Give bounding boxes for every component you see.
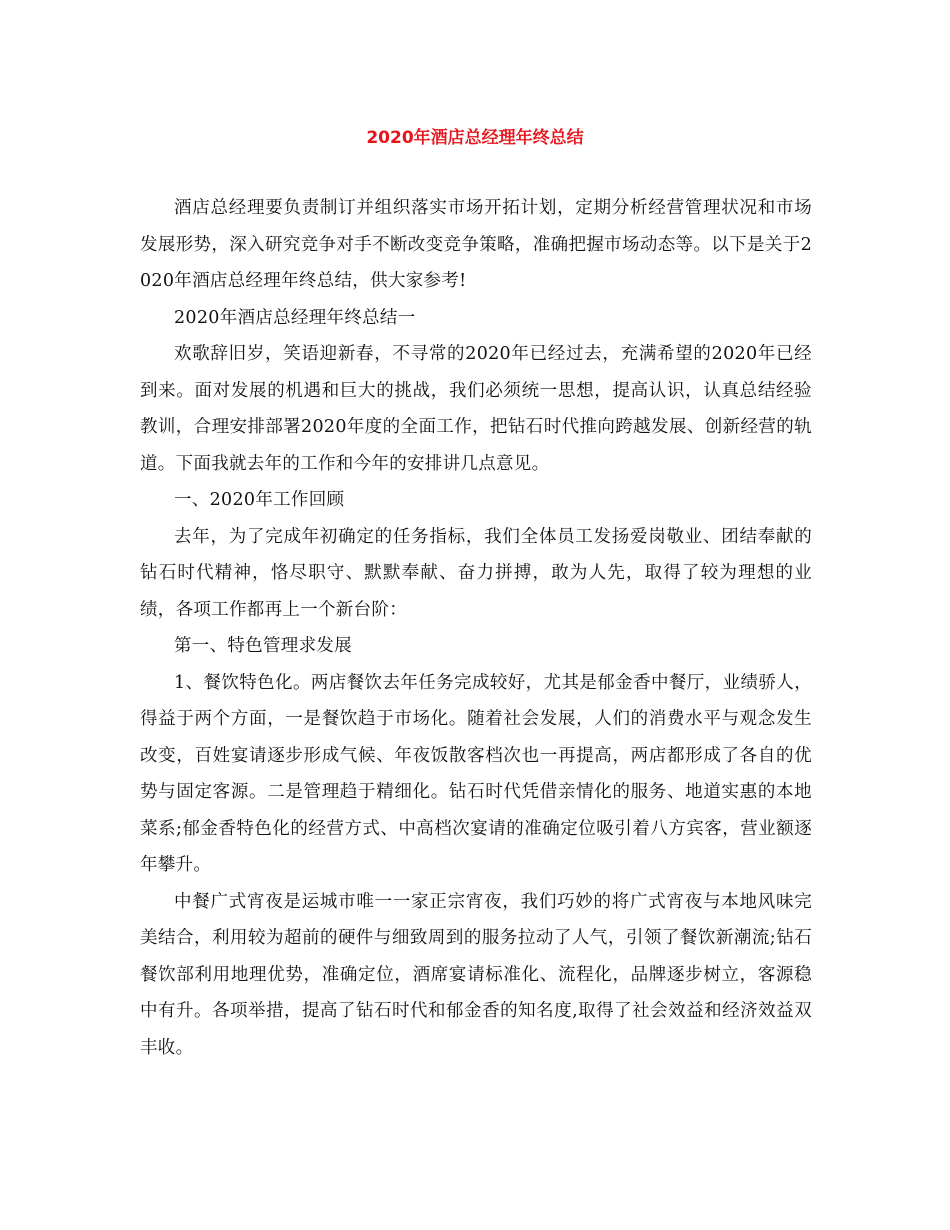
section-heading: 一、2020年工作回顾 — [174, 490, 345, 510]
section-heading: 2020年酒店总经理年终总结一 — [174, 307, 416, 328]
section-heading: 第一、特色管理求发展 — [174, 636, 352, 656]
body-paragraph: 1、餐饮特色化。两店餐饮去年任务完成较好，尤其是郁金香中餐厅，业绩骄人，得益于两个方面，一是餐饮趋于市场化。随着社会发展，人们的消费水平与观念发生改变，百姓宴请逐步形成气候、年夜饭散客档次也一再提高，两店都形成了各自的优势与固定客源。二是管理趋于精细化。钻石时代凭借亲情化的服务、地道实惠的本地菜系;郁金香特色化的经营方式、中高档次宴请的准确定位吸引着八方宾客，营业额逐年攀升。 — [140, 672, 812, 875]
body-paragraph: 欢歌辞旧岁，笑语迎新春，不寻常的2020年已经过去，充满希望的2020年已经到来。面对发展的机遇和巨大的挑战，我们必须统一思想，提高认识，认真总结经验教训，合理安排部署2020年度的全面工作，把钻石时代推向跨越发展、创新经营的轨道。下面我就去年的工作和今年的安排讲几点意见。 — [140, 344, 812, 474]
document-title: 2020年酒店总经理年终总结 — [366, 128, 584, 148]
body-paragraph: 去年，为了完成年初确定的任务指标，我们全体员工发扬爱岗敬业、团结奉献的钻石时代精神，恪尽职守、默默奉献、奋力拼搏，敢为人先，取得了较为理想的业绩，各项工作都再上一个新台阶： — [140, 526, 812, 620]
body-paragraph: 中餐广式宵夜是运城市唯一一家正宗宵夜，我们巧妙的将广式宵夜与本地风味完美结合，利用较为超前的硬件与细致周到的服务拉动了人气，引领了餐饮新潮流;钻石餐饮部利用地理优势，准确定位，酒席宴请标准化、流程化，品牌逐步树立，客源稳中有升。各项举措，提高了钻石时代和郁金香的知名度,取得了社会效益和经济效益双丰收。 — [140, 891, 812, 1058]
intro-paragraph: 酒店总经理要负责制订并组织落实市场开拓计划，定期分析经营管理状况和市场发展形势，深入研究竞争对手不断改变竞争策略，准确把握市场动态等。以下是关于2020年酒店总经理年终总结，供大家参考! — [140, 198, 812, 291]
document-body — [140, 190, 812, 1066]
